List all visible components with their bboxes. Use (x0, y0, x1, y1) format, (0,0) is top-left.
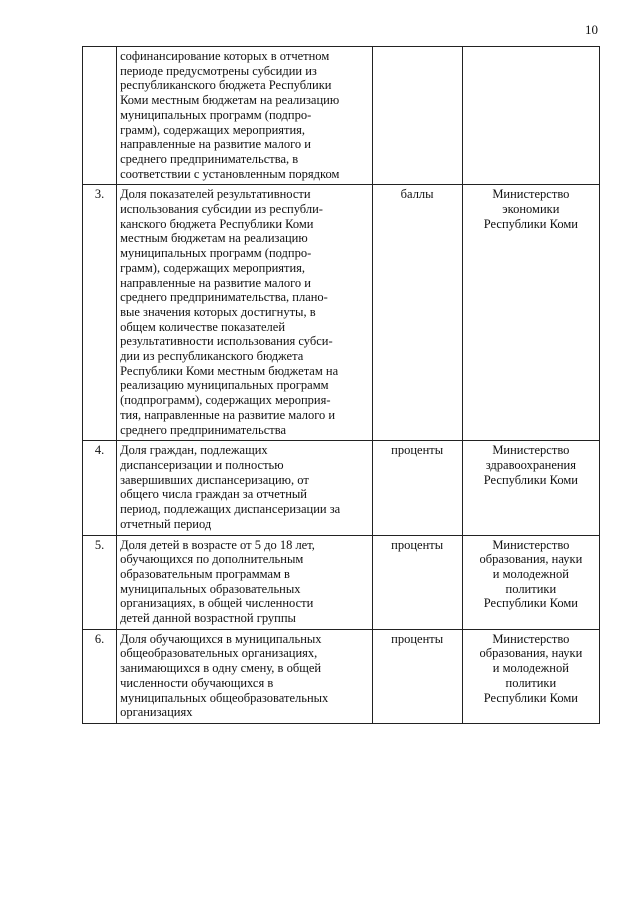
row-number: 5. (83, 535, 117, 629)
responsible-line: Республики Коми (483, 596, 578, 611)
measurement-unit: проценты (372, 629, 462, 723)
description-line: занимающихся в одну смену, в общей (120, 661, 322, 676)
description-line: реализацию муниципальных программ (120, 378, 329, 393)
table-row (83, 47, 600, 185)
page-number: 10 (585, 22, 598, 37)
description-line: Доля обучающихся в муниципальных (120, 631, 322, 646)
description-line: муниципальных общеобразовательных (120, 690, 329, 705)
responsible-line: здравоохранения (485, 457, 576, 472)
description-line: республиканского бюджета Республики (120, 78, 332, 93)
description-line: использования субсидии из республи- (120, 202, 323, 217)
responsible-body (462, 47, 599, 185)
table-row (83, 441, 600, 535)
measurement-unit: проценты (372, 441, 462, 535)
description-line: Доля показателей результативности (120, 187, 311, 202)
description-line: среднего предпринимательства, в (120, 151, 299, 166)
description-line: общем количестве показателей (120, 319, 286, 334)
indicator-description (117, 441, 372, 535)
measurement-unit: баллы (372, 185, 462, 441)
description-line: соответствии с установленным порядком (120, 166, 340, 181)
description-line: Доля детей в возрасте от 5 до 18 лет, (120, 537, 315, 552)
description-line: местным бюджетам на реализацию (120, 231, 308, 246)
row-number: 6. (83, 629, 117, 723)
description-line: периоде предусмотрены субсидии из (120, 63, 317, 78)
responsible-line: Республики Коми (483, 216, 578, 231)
description-line: канского бюджета Республики Коми (120, 216, 314, 231)
description-line: численности обучающихся в (120, 675, 274, 690)
responsible-line: образования, науки (479, 552, 583, 567)
responsible-line: и молодежной (492, 566, 569, 581)
responsible-line: Республики Коми (483, 472, 578, 487)
responsible-line: и молодежной (492, 661, 569, 676)
responsible-line: Министерство (492, 443, 570, 458)
responsible-line: Республики Коми (483, 690, 578, 705)
description-line: организациях (120, 705, 193, 720)
measurement-unit: проценты (372, 535, 462, 629)
responsible-line: политики (505, 675, 557, 690)
description-line: софинансирование которых в отчетном (120, 49, 330, 63)
description-line: среднего предпринимательства (120, 422, 287, 437)
description-line: диспансеризации и полностью (120, 457, 284, 472)
responsible-line: политики (505, 581, 557, 596)
description-line: вые значения которых достигнуты, в (120, 304, 316, 319)
description-line: тия, направленные на развитие малого и (120, 407, 336, 422)
table-row (83, 535, 600, 629)
description-line: (подпрограмм), содержащих мероприя- (120, 393, 331, 408)
description-line: дии из республиканского бюджета (120, 349, 304, 364)
description-line: образовательным программам в (120, 566, 290, 581)
responsible-line: экономики (502, 202, 560, 217)
indicator-description (117, 629, 372, 723)
responsible-line: Министерство (492, 631, 570, 646)
indicator-description (117, 47, 372, 185)
responsible-line: Министерство (492, 187, 570, 202)
description-line: направленные на развитие малого и (120, 275, 311, 290)
indicator-description (117, 535, 372, 629)
description-line: Республики Коми местным бюджетам на (120, 363, 339, 378)
description-line: муниципальных образовательных (120, 581, 301, 596)
description-line: завершивших диспансеризацию, от (120, 472, 309, 487)
description-line: период, подлежащих диспансеризации за (120, 502, 341, 517)
description-line: отчетный период (120, 516, 212, 531)
description-line: общего числа граждан за отчетный (120, 487, 307, 502)
row-number: 3. (83, 185, 117, 441)
responsible-body (462, 535, 599, 629)
responsible-line: образования, науки (479, 646, 583, 661)
responsible-line: Министерство (492, 537, 570, 552)
description-line: Коми местным бюджетам на реализацию (120, 93, 340, 108)
description-line: результативности использования субси- (120, 334, 333, 349)
row-number: 4. (83, 441, 117, 535)
description-line: обучающихся по дополнительным (120, 552, 304, 567)
indicators-table-body (83, 47, 600, 724)
responsible-body (462, 629, 599, 723)
responsible-body (462, 441, 599, 535)
table-row (83, 185, 600, 441)
description-line: организациях, в общей численности (120, 596, 314, 611)
description-line: грамм), содержащих мероприятия, (120, 260, 306, 275)
description-line: общеобразовательных организациях, (120, 646, 318, 661)
description-line: грамм), содержащих мероприятия, (120, 122, 306, 137)
row-number (83, 47, 117, 185)
table-row (83, 629, 600, 723)
description-line: муниципальных программ (подпро- (120, 246, 312, 261)
description-line: Доля граждан, подлежащих (120, 443, 268, 458)
description-line: муниципальных программ (подпро- (120, 107, 312, 122)
description-line: детей данной возрастной группы (120, 611, 296, 626)
description-line: среднего предпринимательства, плано- (120, 290, 328, 305)
description-line: направленные на развитие малого и (120, 137, 311, 152)
measurement-unit (372, 47, 462, 185)
responsible-body (462, 185, 599, 441)
indicators-table (82, 46, 600, 724)
indicator-description (117, 185, 372, 441)
